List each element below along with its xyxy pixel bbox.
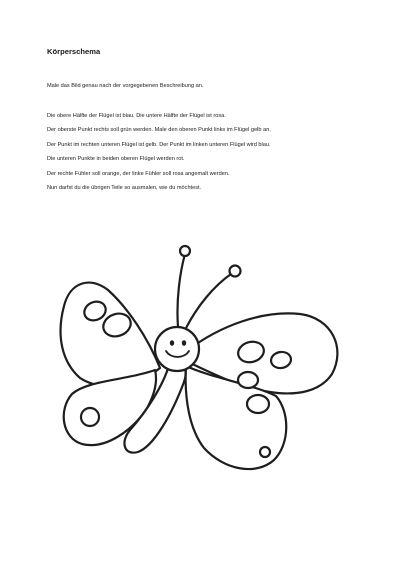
instruction-line: Die obere Hälfte der Flügel ist blau. Die untere Hälfte der Flügel ist rosa. <box>47 113 226 119</box>
instruction-line: Der oberste Punkt rechts soll grün werden. Male den oberen Punkt links im Flügel gelb an. <box>47 127 271 134</box>
instruction-line: Der Punkt im rechten unteren Flügel ist gelb. Der Punkt im linken unteren Flügel wird blau. <box>47 141 271 148</box>
right-antenna-tip <box>230 266 241 277</box>
instruction-line: Die unteren Punkte in beiden oberen Flügel werden rot. <box>47 156 185 163</box>
left-eye <box>170 340 174 346</box>
intro-text: Male das Bild genau nach der vorgegebenen Beschreibung an. <box>47 83 204 89</box>
instruction-line: Nun darfst du die übrigen Teile so ausmalen, wie du möchtest. <box>47 184 202 191</box>
upper-right-bottom-spot <box>238 372 258 388</box>
left-antenna-tip <box>180 246 190 256</box>
left-antenna <box>177 254 185 327</box>
page-title: Körperschema <box>47 47 101 56</box>
right-eye <box>182 340 186 346</box>
lower-right-spot <box>247 395 269 413</box>
butterfly-head <box>155 327 199 371</box>
lower-right-small-spot <box>260 447 270 457</box>
right-antenna <box>186 274 231 328</box>
instruction-line: Der rechte Fühler soll orange, der linke Fühler soll rosa angemalt werden. <box>47 170 230 177</box>
lower-left-spot <box>81 408 99 426</box>
